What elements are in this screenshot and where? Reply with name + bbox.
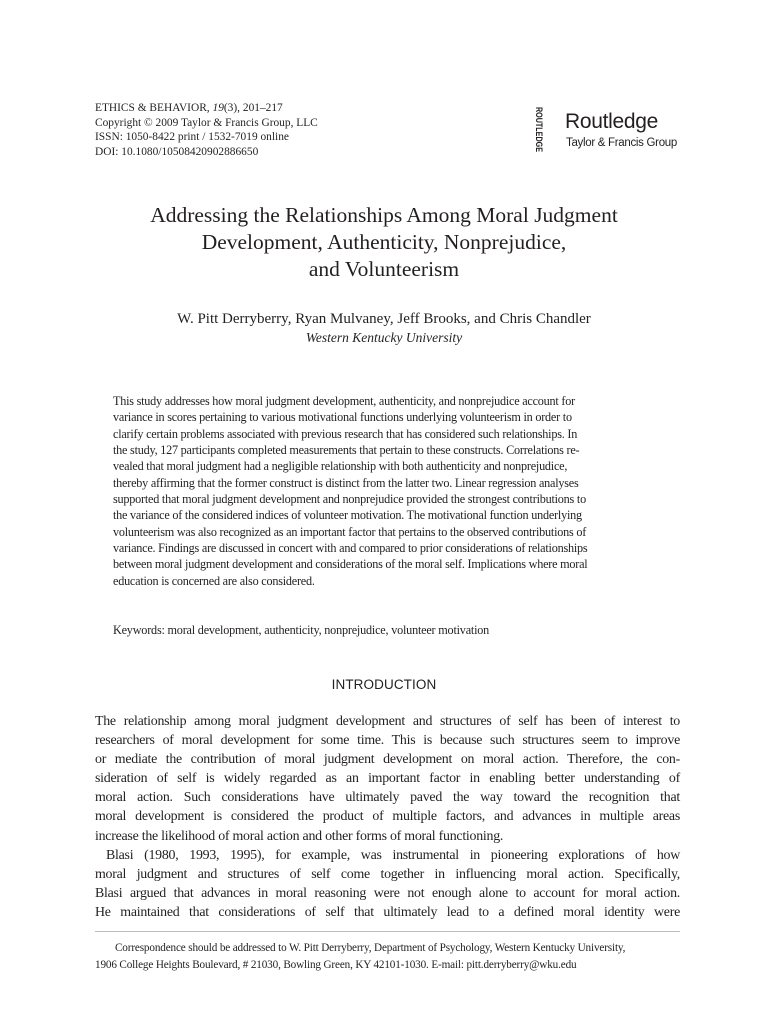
title-line: Development, Authenticity, Nonprejudice,	[201, 230, 567, 254]
abstract-line: between moral judgment development and considerations of the moral self. Implications where moral	[113, 557, 588, 572]
article-title	[96, 202, 672, 283]
abstract-line: This study addresses how moral judgment development, authenticity, and nonprejudice account for	[113, 394, 575, 408]
abstract-line: education is concerned are also considered.	[113, 573, 315, 588]
body-line: Blasi (1980, 1993, 1995), for example, was instrumental in pioneering explorations of how	[106, 847, 680, 863]
title-line: and Volunteerism	[308, 257, 460, 281]
routledge-logo-mark	[525, 106, 544, 164]
body-line: sideration of self is widely regarded as an important factor in enabling better understanding of	[95, 771, 680, 787]
abstract-line: variance in scores pertaining to various motivational functions underlying volunteerism in order to	[113, 410, 572, 425]
section-heading-introduction: INTRODUCTION	[331, 677, 437, 692]
abstract-line: supported that moral judgment development and nonprejudice provided the strongest contributions to	[113, 492, 586, 507]
body-line: increase the likelihood of moral action and other forms of moral functioning.	[95, 828, 504, 844]
body-line: moral action. Such considerations have ultimately paved the way toward the recognition that	[95, 790, 680, 806]
abstract	[113, 393, 587, 589]
title-line: Addressing the Relationships Among Moral Judgment	[150, 203, 618, 227]
introduction-body	[95, 712, 680, 922]
journal-metadata	[95, 101, 318, 159]
abstract-line: thereby affirming that the former construct is distinct from the latter two. Linear regression analyses	[113, 475, 579, 490]
correspondence-footnote	[95, 940, 625, 973]
body-line: He maintained that considerations of self that ultimately lead to a defined moral identity were	[95, 904, 680, 920]
routledge-logo	[525, 106, 685, 164]
body-line: researchers of moral development for some time. This is because such structures seem to improve	[95, 733, 680, 749]
issn-line: ISSN: 1050-8422 print / 1532-7019 online	[95, 131, 289, 143]
author-list: W. Pitt Derryberry, Ryan Mulvaney, Jeff Brooks, and Chris Chandler	[177, 311, 591, 327]
svg-text:ROUTLEDGE: ROUTLEDGE	[534, 107, 544, 164]
body-line: moral development is considered the product of multiple factors, and advances in multiple areas	[95, 809, 680, 825]
author-affiliation: Western Kentucky University	[305, 330, 463, 345]
publisher-subtitle: Taylor & Francis Group	[566, 137, 677, 149]
copyright-line: Copyright © 2009 Taylor & Francis Group, LLC	[95, 116, 318, 129]
abstract-line: volunteerism was also recognized as an important factor that pertains to the observed contributions of	[113, 524, 587, 539]
publisher-name: Routledge	[565, 110, 659, 133]
abstract-line: the study, 127 participants completed measurements that pertain to these constructs. Correlations re-	[113, 443, 580, 458]
abstract-line: clarify certain problems associated with previous research that has considered such relationships. In	[113, 426, 578, 441]
body-line: moral judgment and structures of self come together in influencing moral action. Specifically,	[95, 866, 680, 882]
doi-line: DOI: 10.1080/10508420902886650	[95, 145, 259, 158]
body-line: or mediate the contribution of moral judgment development on moral action. Therefore, the con-	[95, 752, 680, 768]
footnote-divider	[95, 931, 680, 932]
abstract-line: variance. Findings are discussed in concert with and compared to prior considerations of relationships	[113, 541, 588, 556]
body-line: Blasi argued that advances in moral reasoning were not enough alone to account for moral action.	[95, 885, 680, 901]
abstract-line: vealed that moral judgment had a negligible relationship with both authenticity and nonprejudice,	[113, 459, 568, 474]
abstract-line: the variance of the considered indices of volunteer motivation. The motivational function underlying	[113, 508, 582, 523]
footnote-line: Correspondence should be addressed to W. Pitt Derryberry, Department of Psychology, Western Kentucky University,	[115, 942, 626, 954]
journal-citation: ETHICS & BEHAVIOR, 19(3), 201–217	[95, 102, 283, 114]
keywords: Keywords: moral development, authenticity, nonprejudice, volunteer motivation	[113, 623, 490, 637]
footnote-line: 1906 College Heights Boulevard, # 21030, Bowling Green, KY 42101-1030. E-mail: pitt.derryberry@wku.edu	[95, 958, 577, 971]
body-line: The relationship among moral judgment development and structures of self has been of interest to	[95, 714, 680, 729]
